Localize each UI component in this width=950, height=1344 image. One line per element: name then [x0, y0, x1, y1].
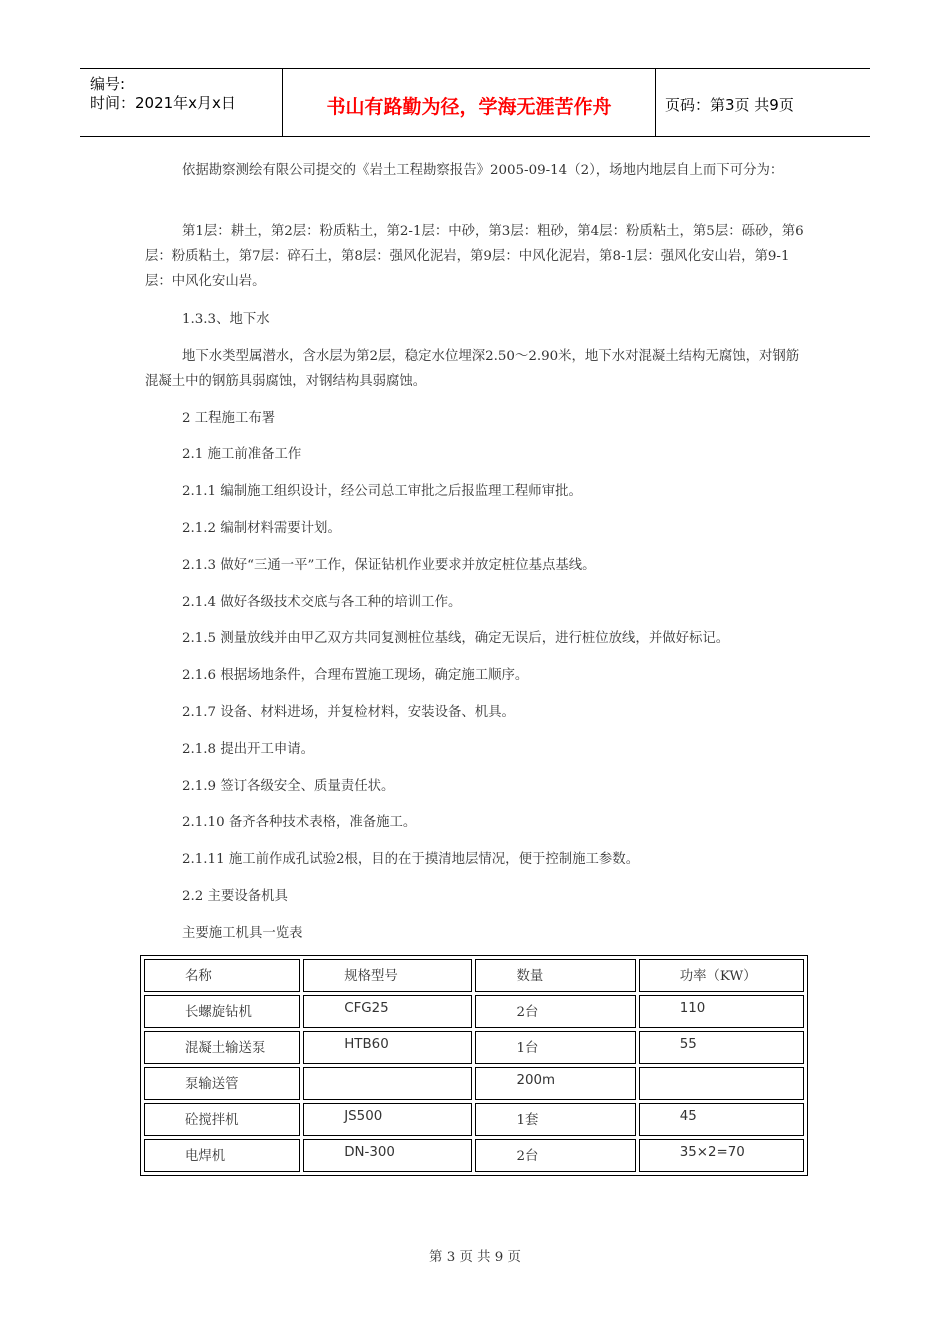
header-motto-cell [283, 69, 656, 136]
table-cell: HTB60 [303, 1031, 472, 1064]
list-item: 2.1.10 备齐各种技术表格，准备施工。 [182, 815, 417, 830]
table-cell: 55 [639, 1031, 804, 1064]
motto: 书山有路勤为径，学海无涯苦作舟 [326, 96, 612, 118]
date-label: 时间：2021年x月x日 [90, 94, 236, 112]
table-header-cell: 数量 [475, 959, 635, 992]
table-cell [303, 1067, 472, 1100]
paragraph-strata-intro: 依据勘察测绘有限公司提交的《岩土工程勘察报告》2005-09-14（2），场地内地层自上而下可分为： [182, 163, 784, 178]
heading-1-3-3: 1.3.3、地下水 [182, 312, 270, 327]
table-cell: JS500 [303, 1103, 472, 1136]
table-row [144, 995, 804, 1028]
table-cell: 1套 [475, 1103, 635, 1136]
paragraph-groundwater: 地下水类型属潜水，含水层为第2层，稳定水位埋深2.50～2.90米，地下水对混凝土结构无腐蚀，对钢筋混凝土中的钢筋具弱腐蚀，对钢结构具弱腐蚀。 [145, 349, 800, 389]
table-cell: 混凝土输送泵 [144, 1031, 300, 1064]
list-item: 2.1.4 做好各级技术交底与各工种的培训工作。 [182, 595, 462, 610]
table-cell: 2台 [475, 1139, 635, 1172]
list-item: 2.1.3 做好“三通一平”工作，保证钻机作业要求并放定桩位基点基线。 [182, 558, 596, 573]
table-cell [639, 1067, 804, 1100]
table-cell: 45 [639, 1103, 804, 1136]
table-cell: 泵输送管 [144, 1067, 300, 1100]
heading-2-2: 2.2 主要设备机具 [182, 889, 288, 904]
list-item: 2.1.2 编制材料需要计划。 [182, 521, 341, 536]
table-cell: 35×2=70 [639, 1139, 804, 1172]
list-item: 2.1.11 施工前作成孔试验2根，目的在于摸清地层情况，便于控制施工参数。 [182, 852, 640, 867]
list-item: 2.1.8 提出开工申请。 [182, 742, 315, 757]
table-cell: 1台 [475, 1031, 635, 1064]
page-header [80, 68, 870, 137]
table-header-cell: 功率（KW） [639, 959, 804, 992]
table-cell: CFG25 [303, 995, 472, 1028]
list-item: 2.1.9 签订各级安全、质量责任状。 [182, 779, 395, 794]
page-footer: 第 3 页 共 9 页 [429, 1250, 521, 1265]
table-row [144, 1067, 804, 1100]
heading-2-1: 2.1 施工前准备工作 [182, 447, 302, 462]
list-item: 2.1.5 测量放线并由甲乙双方共同复测桩位基线，确定无误后，进行桩位放线，并做好标记。 [182, 631, 730, 646]
table-cell: 长螺旋钻机 [144, 995, 300, 1028]
table-title: 主要施工机具一览表 [182, 926, 303, 941]
number-label: 编号: [90, 75, 126, 93]
equipment-table [140, 955, 808, 1176]
table-header-row [144, 959, 804, 992]
table-cell: 2台 [475, 995, 635, 1028]
list-item: 2.1.1 编制施工组织设计，经公司总工审批之后报监理工程师审批。 [182, 484, 582, 499]
list-item: 2.1.7 设备、材料进场，并复检材料，安装设备、机具。 [182, 705, 515, 720]
table-row [144, 1103, 804, 1136]
paragraph-strata-list: 第1层：耕土，第2层：粉质粘土，第2-1层：中砂，第3层：粗砂，第4层：粉质粘土，第5层：砾砂，第6层：粉质粘土，第7层：碎石土，第8层：强风化泥岩，第9层：中风化泥岩，第8-1层：强风化安山岩，第9-1层：中风化安山岩。 [145, 224, 804, 289]
heading-2: 2 工程施工布署 [182, 411, 276, 426]
table-cell: 200m [475, 1067, 635, 1100]
table-cell: 110 [639, 995, 804, 1028]
list-item: 2.1.6 根据场地条件，合理布置施工现场，确定施工顺序。 [182, 668, 529, 683]
table-header-cell: 规格型号 [303, 959, 472, 992]
header-info-cell [80, 69, 283, 136]
header-page-cell [656, 69, 870, 136]
table-row [144, 1139, 804, 1172]
table-header-cell: 名称 [144, 959, 300, 992]
table-cell: 电焊机 [144, 1139, 300, 1172]
page-code: 页码：第3页 共9页 [665, 96, 794, 114]
table-cell: DN-300 [303, 1139, 472, 1172]
table-row [144, 1031, 804, 1064]
table-cell: 砼搅拌机 [144, 1103, 300, 1136]
